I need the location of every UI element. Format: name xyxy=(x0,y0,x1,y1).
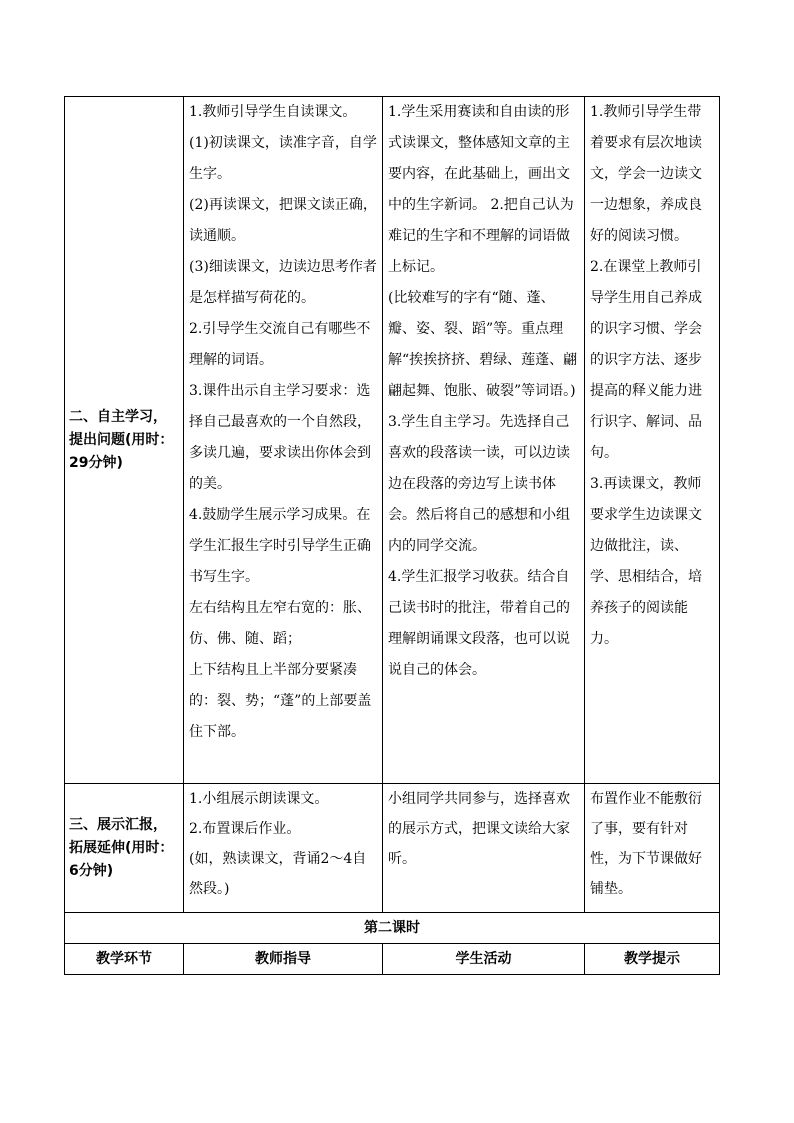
teacher-guidance-cell xyxy=(184,784,383,913)
teacher-step: 左右结构且左窄右宽的：胀、仿、佛、随、蹈； xyxy=(189,600,371,647)
section-title-row xyxy=(65,913,720,944)
lesson-plan-table xyxy=(64,96,720,975)
teacher-step: (2)再读课文，把课文读正确，读通顺。 xyxy=(189,197,377,244)
teacher-step: 1.教师引导学生自读课文。 xyxy=(189,104,357,120)
header-student: 学生活动 xyxy=(383,944,585,975)
teaching-tips-cell xyxy=(585,784,720,913)
header-row xyxy=(65,944,720,975)
student-activity-cell xyxy=(383,784,585,913)
teacher-step: 4.鼓励学生展示学习成果。在学生汇报生字时引导学生正确书写生字。 xyxy=(189,507,371,585)
teacher-step: 3.课件出示自主学习要求：选择自己最喜欢的一个自然段，多读几遍，要求读出你体会到的美。 xyxy=(189,383,371,492)
teacher-step: 上下结构且上半部分要紧凑的：裂、势；“蓬”的上部要盖住下部。 xyxy=(189,662,372,740)
student-step: 3.学生自主学习。先选择自己喜欢的段落读一读，可以边读边在段落的旁边写上读书体会。然后将自己的感想和小组内的同学交流。 xyxy=(388,414,570,554)
table-row-show xyxy=(65,784,720,913)
teacher-step: (如，熟读课文，背诵2～4自然段。) xyxy=(189,851,367,897)
tip-item: 2.在课堂上教师引导学生用自己养成的识字习惯、学会的识字方法、逐步提高的释义能力进行识字、解词、品句。 xyxy=(590,259,702,461)
stage-cell: 三、展示汇报，拓展延伸(用时：6分钟) xyxy=(65,784,184,913)
teacher-guidance-cell xyxy=(184,97,383,784)
student-activity-cell xyxy=(383,97,585,784)
section-title: 第二课时 xyxy=(65,913,720,944)
teacher-step: (3)细读课文，边读边思考作者是怎样描写荷花的。 xyxy=(189,259,377,306)
header-stage: 教学环节 xyxy=(65,944,184,975)
student-step: 4.学生汇报学习收获。结合自己读书时的批注，带着自己的理解朗诵课文段落，也可以说说自己的体会。 xyxy=(388,569,570,678)
tip-item: 3.再读课文，教师要求学生边读课文边做批注，读、学、思相结合，培养孩子的阅读能力。 xyxy=(590,476,702,647)
tip-item: 1.教师引导学生带着要求有层次地读文，学会一边读文一边想象，养成良好的阅读习惯。 xyxy=(590,104,702,244)
teacher-step: (1)初读课文，读准字音，自学生字。 xyxy=(189,135,377,182)
teaching-tips-cell xyxy=(585,97,720,784)
header-teacher: 教师指导 xyxy=(184,944,383,975)
stage-cell: 二、自主学习，提出问题(用时：29分钟) xyxy=(65,97,184,784)
tip-item: 布置作业不能敷衍了事，要有针对性，为下节课做好铺垫。 xyxy=(590,791,702,897)
student-step: 小组同学共同参与，选择喜欢的展示方式，把课文读给大家听。 xyxy=(388,791,570,867)
student-step: 1.学生采用赛读和自由读的形式读课文，整体感知文章的主要内容，在此基础上，画出文中的生字新词。 2.把自己认为难记的生字和不理解的词语做上标记。 xyxy=(388,104,574,275)
teacher-step: 2.引导学生交流自己有哪些不理解的词语。 xyxy=(189,321,371,368)
student-step: (比较难写的字有“随、蓬、瓣、姿、裂、蹈”等。重点理解“挨挨挤挤、碧绿、莲蓬、翩翩起舞、饱胀、破裂”等词语。) xyxy=(388,290,578,399)
teacher-step: 2.布置课后作业。 xyxy=(189,821,301,837)
header-tips: 教学提示 xyxy=(585,944,720,975)
teacher-step: 1.小组展示朗读课文。 xyxy=(189,791,329,807)
table-row-self-study xyxy=(65,97,720,784)
